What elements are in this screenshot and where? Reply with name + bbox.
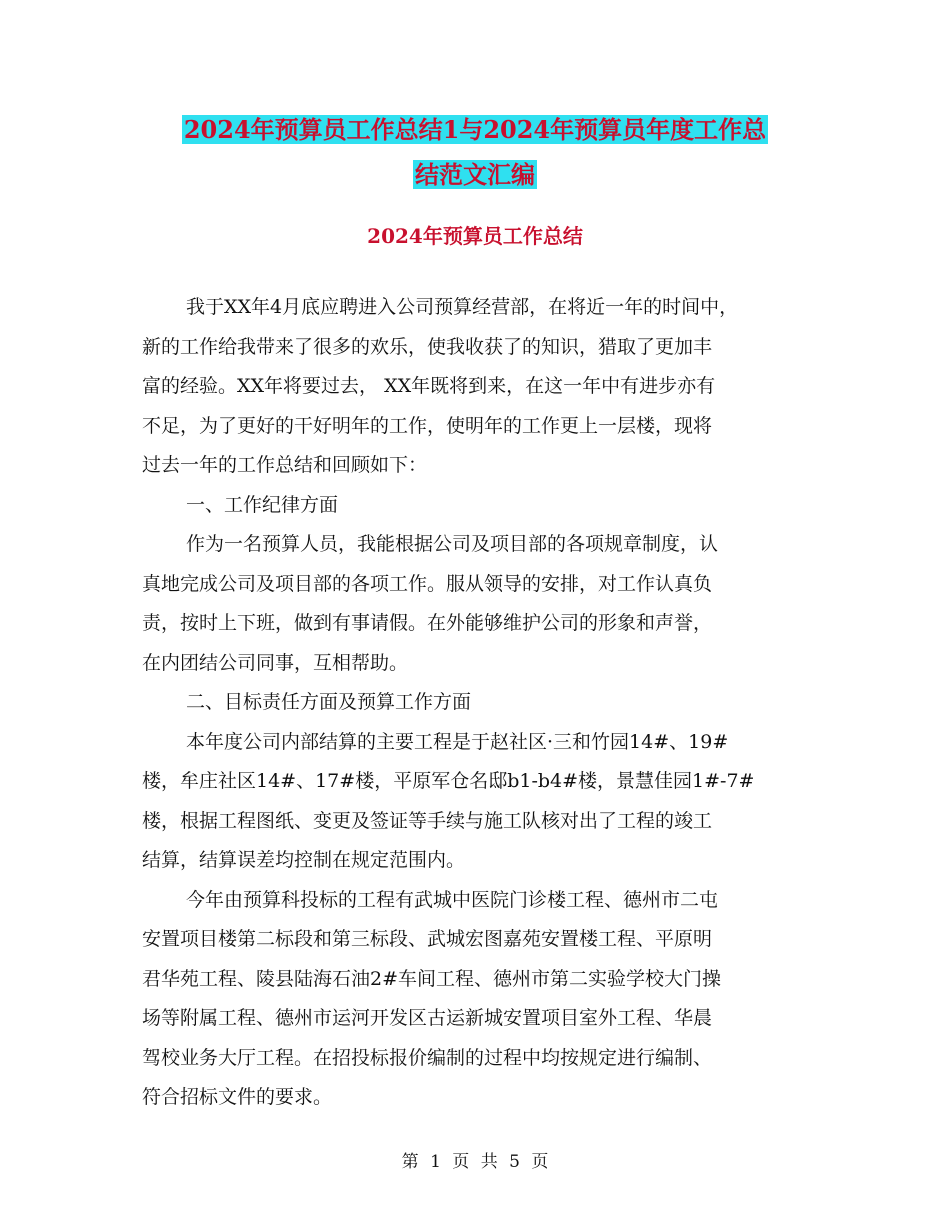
body-line: 新的工作给我带来了很多的欢乐，使我收获了的知识，猎取了更加丰 (142, 335, 713, 358)
body-line: 本年度公司内部结算的主要工程是于赵社区·三和竹园14#、19# (186, 730, 729, 753)
body-line: 我于XX年4月底应聘进入公司预算经营部，在将近一年的时间中， (186, 296, 739, 318)
document-title-line-2 (0, 155, 950, 195)
body-text (142, 288, 827, 1118)
body-line: 场等附属工程、德州市运河开发区古运新城安置项目室外工程、华晨 (142, 1007, 713, 1029)
body-line: 责，按时上下班，做到有事请假。在外能够维护公司的形象和声誉， (142, 612, 713, 634)
body-line: 符合招标文件的要求。 (142, 1086, 333, 1108)
document-title-line-1 (0, 110, 950, 150)
body-line: 富的经验。XX年将要过去， XX年既将到来，在这一年中有进步亦有 (142, 375, 716, 397)
body-line: 作为一名预算人员，我能根据公司及项目部的各项规章制度，认 (186, 533, 719, 555)
body-line: 二、目标责任方面及预算工作方面 (186, 691, 472, 713)
body-line: 真地完成公司及项目部的各项工作。服从领导的安排，对工作认真负 (142, 572, 713, 595)
body-line: 驾校业务大厅工程。在招投标报价编制的过程中均按规定进行编制、 (142, 1046, 713, 1069)
body-line: 楼，牟庄社区14#、17#楼，平原军仓名邸b1-b4#楼，景慧佳园1#-7# (142, 770, 755, 792)
document-title-line-1-text: 2024年预算员工作总结1与2024年预算员年度工作总 (183, 115, 767, 144)
body-line: 今年由预算科投标的工程有武城中医院门诊楼工程、德州市二屯 (186, 888, 719, 911)
body-line: 一、工作纪律方面 (186, 493, 339, 516)
body-line: 过去一年的工作总结和回顾如下： (142, 454, 428, 476)
body-line: 楼，根据工程图纸、变更及签证等手续与施工队核对出了工程的竣工 (142, 809, 713, 832)
page-footer: 第 1 页 共 5 页 (401, 1152, 549, 1172)
body-line: 君华苑工程、陵县陆海石油2#车间工程、德州市第二实验学校大门操 (142, 967, 722, 990)
section-title: 2024年预算员工作总结 (367, 224, 583, 248)
document-title-line-2-text: 结范文汇编 (415, 160, 535, 189)
body-line: 安置项目楼第二标段和第三标段、武城宏图嘉苑安置楼工程、平原明 (142, 928, 713, 950)
body-line: 不足，为了更好的干好明年的工作，使明年的工作更上一层楼，现将 (142, 414, 713, 437)
body-line: 结算，结算误差均控制在规定范围内。 (142, 849, 466, 871)
body-line: 在内团结公司同事，互相帮助。 (142, 651, 409, 674)
